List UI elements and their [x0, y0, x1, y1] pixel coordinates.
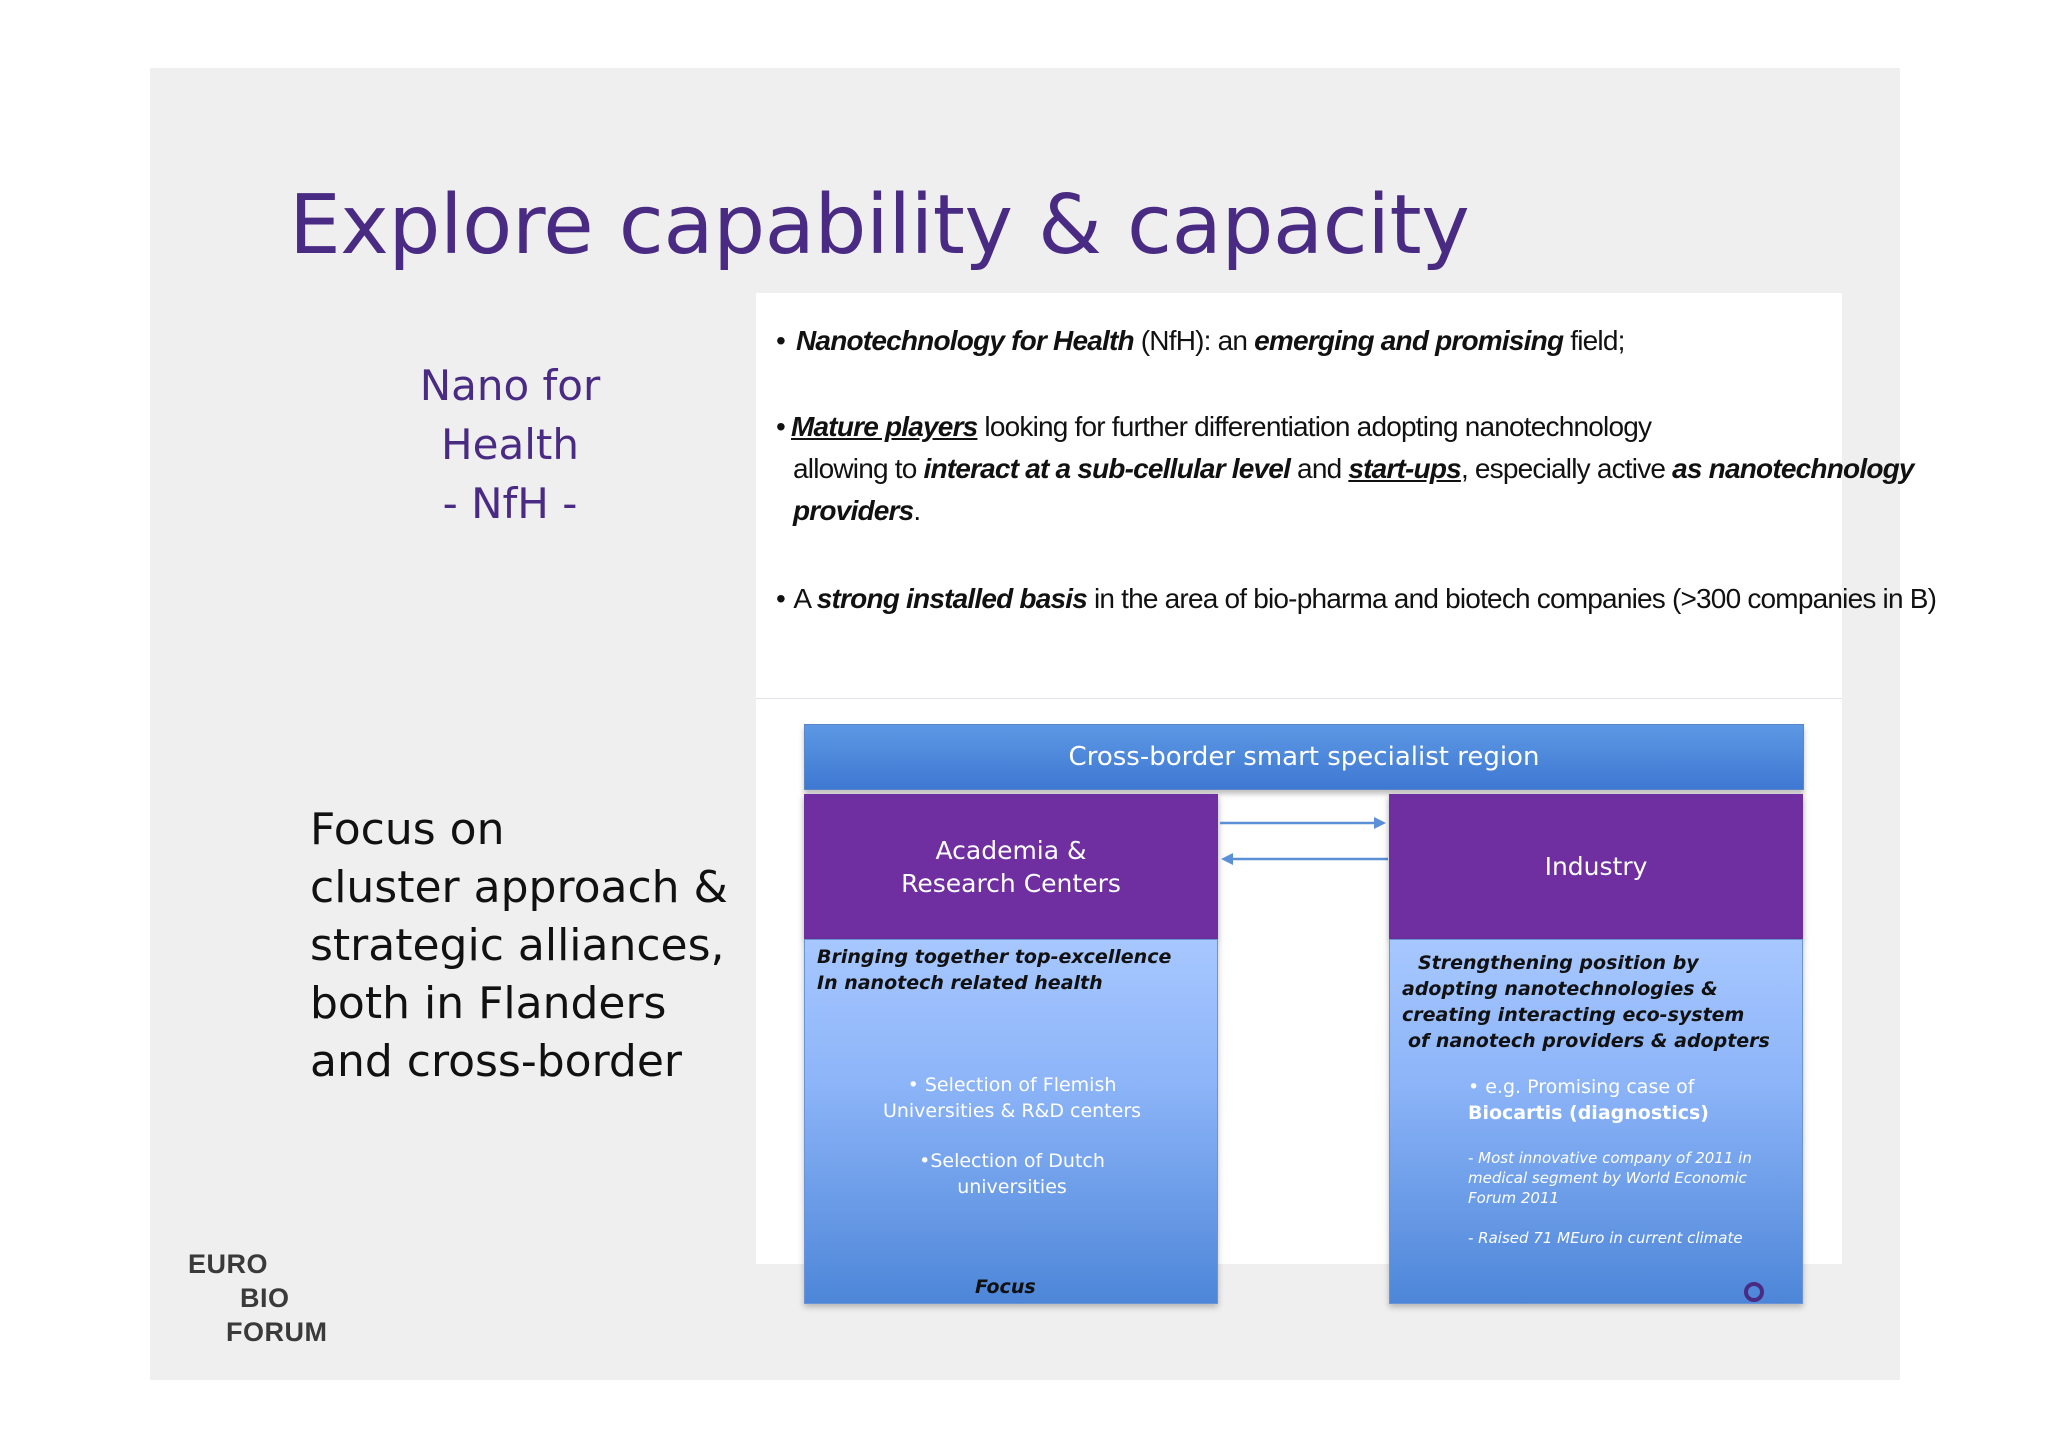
- divider: [756, 698, 1842, 699]
- text: (NfH): an: [1133, 325, 1255, 356]
- industry-strong: [1402, 950, 1770, 1054]
- item-line: •Selection of Dutch: [919, 1150, 1105, 1172]
- industry-note-raised: - Raised 71 MEuro in current climate: [1468, 1229, 1743, 1247]
- cluster-diagram: [804, 724, 1804, 1298]
- focus-line: and cross-border: [310, 1036, 682, 1087]
- academia-head-line: Academia &: [935, 835, 1087, 865]
- strong-line: of nanotech providers & adopters: [1408, 1030, 1770, 1052]
- industry-body: [1389, 939, 1803, 1304]
- text: and: [1290, 453, 1349, 484]
- academia-body: [804, 939, 1218, 1304]
- industry-item-biocartis: [1468, 1074, 1788, 1126]
- strong-line: adopting nanotechnologies &: [1402, 978, 1718, 1000]
- item-line: Universities & R&D centers: [882, 1100, 1142, 1122]
- bold-text: emerging and promising: [1254, 325, 1564, 356]
- region-bar: Cross-border smart specialist region: [804, 724, 1804, 790]
- text: .: [913, 495, 921, 526]
- industry-head: Industry: [1389, 794, 1803, 939]
- text: in the area of bio-pharma and biotech companies (>300 companies in B): [1087, 583, 1937, 614]
- text: A: [788, 583, 817, 614]
- exchange-arrows-icon: [1218, 809, 1389, 869]
- subtitle-line: Health: [441, 420, 579, 469]
- bold-text: strong installed basis: [816, 583, 1087, 614]
- bold-text: providers: [793, 495, 914, 526]
- note-line: medical segment by World Economic: [1468, 1169, 1747, 1187]
- slide-title: Explore capability & capacity: [289, 178, 1470, 273]
- focus-line: strategic alliances,: [310, 920, 725, 971]
- academia-focus-label: Focus: [975, 1276, 1036, 1298]
- academia-strong: [817, 944, 1171, 996]
- academia-item-dutch: [805, 1148, 1219, 1200]
- timeline-line: [280, 1274, 1880, 1304]
- item-line: • e.g. Promising case of: [1468, 1076, 1695, 1098]
- text: looking for further differentiation adopting nanotechnology: [977, 411, 1652, 442]
- strong-line: Bringing together top-excellence: [817, 946, 1172, 968]
- academia-head-line: Research Centers: [901, 868, 1121, 898]
- focus-line: cluster approach &: [310, 862, 728, 913]
- bullet-continuation: [776, 453, 1914, 485]
- academia-item-flemish: [805, 1072, 1219, 1124]
- item-line: universities: [957, 1176, 1067, 1198]
- text: field;: [1563, 325, 1625, 356]
- bullet-nfh: [776, 325, 1625, 357]
- subtitle-line: Nano for: [419, 361, 601, 410]
- bold-text: interact at a sub-cellular level: [923, 453, 1291, 484]
- logo-text: EURO: [188, 1249, 269, 1279]
- strong-line: Strengthening position by: [1418, 952, 1699, 974]
- industry-note-innovative: [1468, 1148, 1752, 1208]
- bullet-installed-basis: • A strong installed basis in the area of bio-pharma and biotech companies (>300 companies in B): [776, 583, 1937, 614]
- content-panel: [756, 293, 1937, 1298]
- bullet-continuation: [776, 495, 1914, 527]
- academia-head: [804, 794, 1218, 939]
- item-line: • Selection of Flemish: [907, 1074, 1117, 1096]
- logo-text: FORUM: [226, 1317, 328, 1347]
- text: , especially active: [1460, 453, 1673, 484]
- focus-line: Focus on: [310, 804, 505, 855]
- focus-line: both in Flanders: [310, 978, 667, 1029]
- note-line: - Most innovative company of 2011 in: [1468, 1149, 1752, 1167]
- strong-line: creating interacting eco-system: [1402, 1004, 1745, 1026]
- bullet-mature-players: [776, 411, 1914, 527]
- bullet-dot: •: [776, 411, 786, 442]
- underlined-text: Mature players: [791, 411, 978, 442]
- bold-text: as nanotechnology: [1672, 453, 1914, 484]
- note-line: Forum 2011: [1468, 1189, 1560, 1207]
- item-line: Biocartis (diagnostics): [1468, 1102, 1709, 1124]
- eurobioforum-logo: [188, 1249, 338, 1359]
- slide: [150, 68, 1937, 1380]
- subtitle-line: - NfH -: [442, 479, 578, 528]
- bold-text: Nanotechnology for Health: [796, 325, 1134, 356]
- logo-text: BIO: [240, 1283, 290, 1313]
- text: allowing to: [793, 453, 924, 484]
- strong-line: In nanotech related health: [817, 972, 1103, 994]
- slide-subtitle: [360, 356, 660, 533]
- underlined-text: start-ups: [1348, 453, 1461, 484]
- bullet-dot: •: [776, 325, 786, 356]
- focus-statement: [310, 801, 730, 1091]
